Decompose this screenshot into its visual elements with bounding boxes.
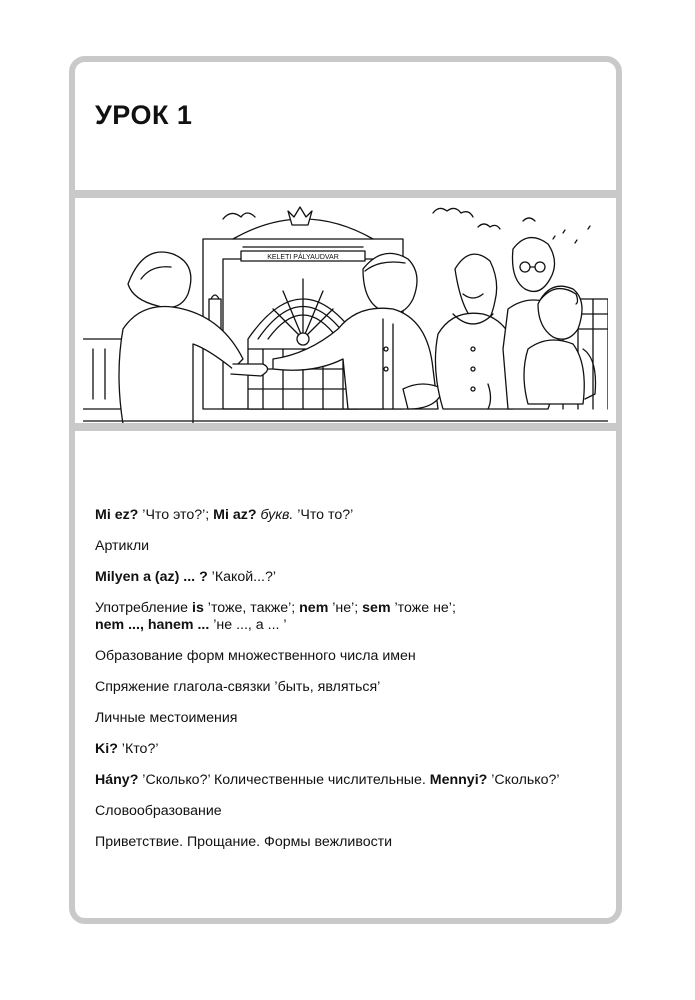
topic-text: Спряжение глагола-связки ’быть, являться’ (95, 679, 381, 695)
topic-text: ’Кто?’ (117, 741, 159, 757)
topic-item (95, 679, 606, 696)
topic-item (95, 600, 606, 634)
topic-text: ’не’; (328, 600, 363, 616)
topic-item (95, 648, 606, 665)
topic-keyword: is (192, 600, 204, 616)
topic-text: Употребление (95, 600, 193, 616)
topic-item (95, 834, 606, 851)
topic-keyword: Milyen a (az) ... ? (95, 569, 208, 585)
station-sign: KELETI PÁLYAUDVAR (267, 254, 339, 261)
topic-keyword: nem ..., hanem ... (95, 617, 210, 633)
topic-note: букв. (260, 507, 294, 523)
topic-keyword: nem (299, 600, 329, 616)
topic-item (95, 803, 606, 820)
topic-text: ’не ..., а ... ’ (209, 617, 287, 633)
topic-item (95, 710, 606, 727)
topic-text: ’Что то?’ (293, 507, 354, 523)
topic-keyword: Mi az? (213, 507, 257, 523)
topic-text: Личные местоимения (95, 710, 238, 726)
topic-text: ’Сколько?’ Количественные числительные. (138, 772, 430, 788)
topic-text: ’Что это?’; (138, 507, 214, 523)
topic-text: ’Сколько?’ (487, 772, 560, 788)
lesson-title: УРОК 1 (95, 100, 193, 130)
topic-keyword: Hány? (95, 772, 139, 788)
divider-top (75, 190, 616, 198)
topic-text: Артикли (95, 538, 150, 554)
topic-item (95, 772, 606, 789)
lesson-topics-list (95, 507, 606, 865)
lesson-header (75, 62, 616, 190)
topic-text: ’тоже, также’; (203, 600, 300, 616)
topic-item (95, 538, 606, 555)
topic-text: Приветствие. Прощание. Формы вежливости (95, 834, 393, 850)
station-scene-drawing (83, 199, 608, 423)
topic-text: ’тоже не’; (390, 600, 456, 616)
topic-keyword: Ki? (95, 741, 118, 757)
topic-keyword: sem (362, 600, 391, 616)
topic-item (95, 741, 606, 758)
lesson-card (69, 56, 622, 924)
divider-bottom (75, 423, 616, 431)
topic-text: Словообразование (95, 803, 222, 819)
topic-text: Образование форм множественного числа имен (95, 648, 416, 664)
topic-item (95, 507, 606, 524)
topic-keyword: Mennyi? (429, 772, 488, 788)
topic-keyword: Mi ez? (95, 507, 139, 523)
topic-item (95, 569, 606, 586)
station-illustration (83, 199, 608, 423)
topic-text: ’Какой...?’ (207, 569, 277, 585)
